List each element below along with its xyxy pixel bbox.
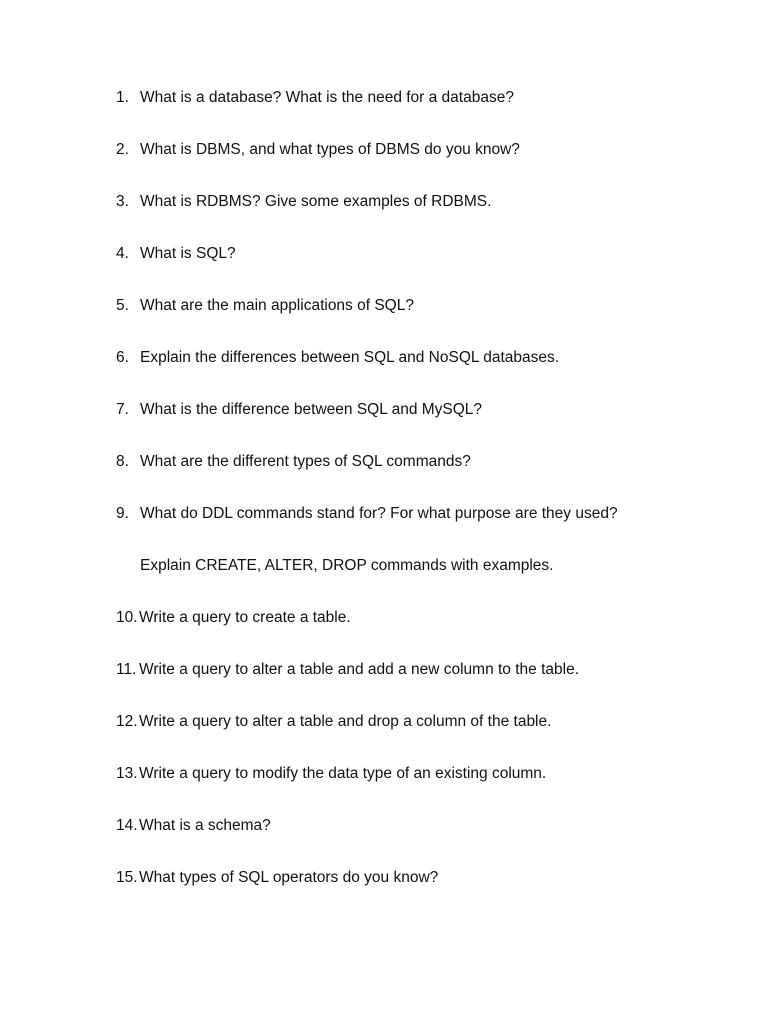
question-item-12: [116, 710, 736, 762]
question-number: 2.: [116, 141, 129, 158]
question-text: Explain CREATE, ALTER, DROP commands with examples.: [140, 557, 554, 574]
question-number: 12.: [116, 713, 138, 730]
question-item-15: [116, 866, 736, 918]
question-text: Write a query to create a table.: [139, 609, 351, 626]
question-number: 8.: [116, 453, 129, 470]
question-text: Explain the differences between SQL and NoSQL databases.: [140, 349, 560, 366]
question-text: What is DBMS, and what types of DBMS do you know?: [140, 141, 520, 158]
question-text: What is RDBMS? Give some examples of RDBMS.: [140, 193, 492, 210]
question-number: 5.: [116, 297, 129, 314]
question-text: What is the difference between SQL and MySQL?: [140, 401, 483, 418]
question-item-10: [116, 606, 736, 658]
question-text: What is a database? What is the need for a database?: [140, 89, 514, 106]
question-text: Write a query to alter a table and add a new column to the table.: [139, 661, 580, 678]
question-item-5: [116, 294, 736, 346]
question-number: 4.: [116, 245, 129, 262]
question-number: 6.: [116, 349, 129, 366]
question-text: What do DDL commands stand for? For what purpose are they used?: [140, 505, 618, 522]
question-item-3: [116, 190, 736, 242]
question-item-14: [116, 814, 736, 866]
question-text: Write a query to alter a table and drop a column of the table.: [139, 713, 552, 730]
question-number: 3.: [116, 193, 129, 210]
question-number: 15.: [116, 869, 138, 886]
question-item-2: [116, 138, 736, 190]
question-number: 10.: [116, 609, 138, 626]
question-text: What is a schema?: [139, 817, 271, 834]
question-text: What are the main applications of SQL?: [140, 297, 414, 314]
question-number: 7.: [116, 401, 129, 418]
question-number: 14.: [116, 817, 138, 834]
question-item-9: [116, 502, 736, 554]
question-item-13: [116, 762, 736, 814]
question-text: Write a query to modify the data type of an existing column.: [139, 765, 547, 782]
question-list: [116, 86, 736, 918]
question-number: 11.: [116, 661, 137, 678]
question-item-6: [116, 346, 736, 398]
question-number: 13.: [116, 765, 138, 782]
question-item-11: [116, 658, 736, 710]
question-text: What is SQL?: [140, 245, 236, 262]
question-text: What are the different types of SQL commands?: [140, 453, 471, 470]
question-number: 1.: [116, 89, 129, 106]
question-text: What types of SQL operators do you know?: [139, 869, 439, 886]
question-item-1: [116, 86, 736, 138]
question-item-9-continuation: [116, 554, 736, 606]
question-item-4: [116, 242, 736, 294]
question-item-7: [116, 398, 736, 450]
question-number: 9.: [116, 505, 129, 522]
question-item-8: [116, 450, 736, 502]
